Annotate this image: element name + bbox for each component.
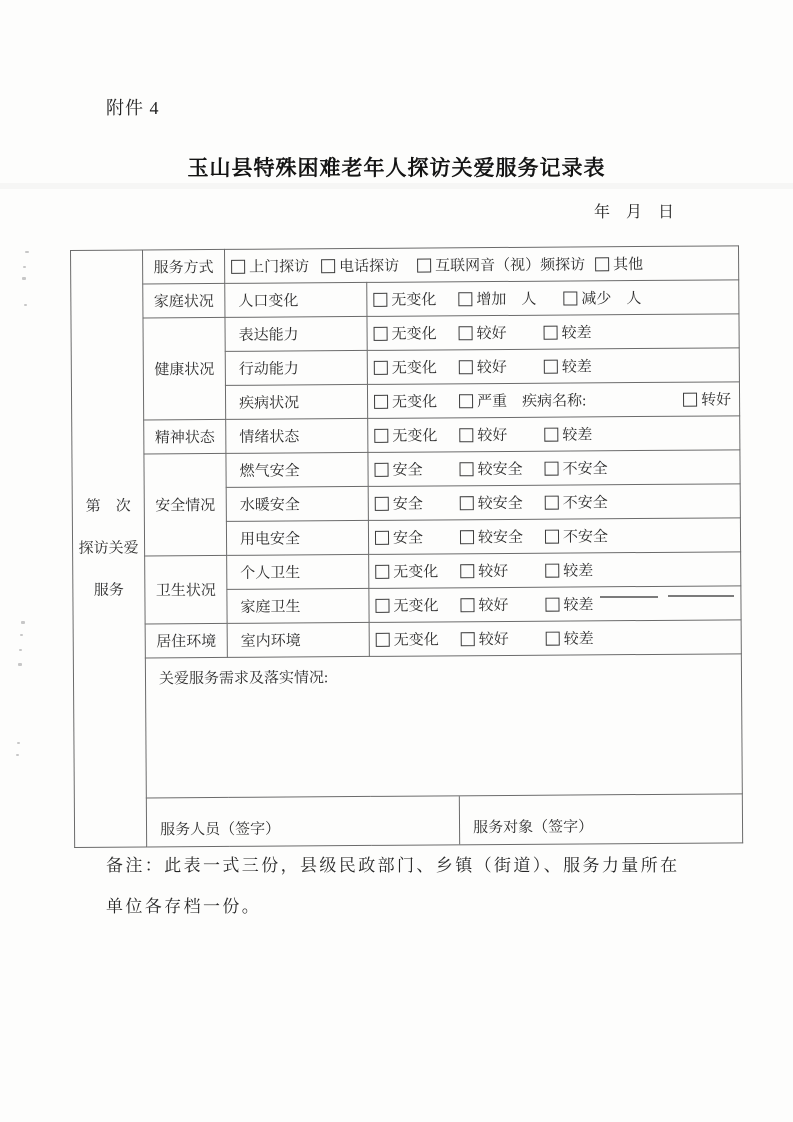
option-worse (546, 627, 631, 649)
footnote-line: 单位各存档一份。 (106, 896, 262, 916)
option-better (459, 322, 544, 344)
option-label: 互联网音（视）频探访 (435, 257, 586, 275)
option-safe (375, 526, 460, 548)
checkbox-icon[interactable] (459, 394, 473, 408)
service-needs-cell: 关爱服务需求及落实情况: (145, 654, 742, 798)
option-increase (458, 288, 563, 310)
checkbox-icon[interactable] (683, 392, 697, 406)
option-label: 较好 (478, 563, 509, 581)
service-staff-signature: 服务人员（签字） (147, 796, 460, 846)
checkbox-icon[interactable] (459, 326, 473, 340)
checkbox-icon[interactable] (374, 326, 388, 340)
option-safe (374, 458, 459, 480)
option-no-change (373, 288, 458, 310)
scan-artifact (16, 754, 19, 756)
checkbox-icon[interactable] (376, 632, 390, 646)
option-label: 较好 (478, 631, 509, 649)
option-label: 安全 (392, 496, 423, 513)
checkbox-icon[interactable] (321, 259, 335, 273)
visit-service-side-label (71, 250, 147, 847)
category-hygiene-status: 卫生状况 (145, 555, 227, 624)
option-label: 较安全 (477, 495, 523, 513)
footnote-line: 备注：此表一式三份，县级民政部门、乡镇（街道）、服务力量所在 (106, 856, 680, 875)
option-label: 较好 (477, 427, 508, 445)
checkbox-icon[interactable] (373, 292, 387, 306)
checkbox-icon[interactable] (375, 496, 389, 510)
option-no-change (374, 356, 459, 378)
scan-artifact (25, 251, 29, 253)
table-row-indoor-environment (73, 620, 741, 659)
scan-artifact (23, 266, 26, 268)
option-improved (683, 388, 739, 409)
option-label: 较差 (562, 427, 593, 444)
option-internet-visit (417, 253, 595, 275)
option-phone-visit (321, 255, 417, 277)
checkbox-icon[interactable] (374, 394, 388, 408)
checkbox-icon[interactable] (546, 631, 560, 645)
options-cell (369, 552, 741, 589)
option-better (459, 356, 544, 378)
option-label: 较好 (476, 325, 507, 343)
table-row-service-method (71, 246, 739, 285)
checkbox-icon[interactable] (544, 359, 558, 373)
checkbox-icon[interactable] (545, 529, 559, 543)
table-row-service-needs (73, 654, 742, 799)
option-better (460, 560, 545, 582)
option-label: 不安全 (562, 461, 608, 478)
option-label: 较安全 (477, 529, 524, 547)
date-line: 年 月 日 (593, 204, 674, 221)
option-better (461, 628, 546, 650)
option-other (595, 253, 643, 274)
option-safe (375, 492, 460, 514)
option-label: 较好 (476, 359, 507, 377)
option-label: 无变化 (393, 598, 439, 615)
signatures-cell (146, 794, 742, 847)
option-worse (544, 321, 629, 343)
option-unsafe (545, 491, 630, 513)
scan-artifact (17, 742, 20, 744)
option-label: 无变化 (392, 428, 438, 445)
options-cell (367, 280, 739, 317)
scan-artifact (21, 621, 25, 624)
option-worse (545, 559, 630, 581)
checkbox-icon[interactable] (460, 564, 474, 578)
option-label: 较好 (478, 597, 509, 615)
option-label: 电话探访 (339, 258, 400, 276)
option-fairly-safe (459, 458, 544, 480)
table-row-emotional-state (72, 416, 740, 455)
item-family-hygiene: 家庭卫生 (227, 588, 369, 623)
checkbox-icon[interactable] (461, 632, 475, 646)
item-mobility: 行动能力 (225, 350, 367, 385)
item-personal-hygiene: 个人卫生 (227, 554, 369, 589)
page-title: 玉山县特殊困难老年人探访关爱服务记录表 (187, 156, 606, 180)
option-label: 不安全 (562, 495, 608, 512)
option-no-change (375, 560, 460, 582)
attachment-label: 附件 4 (106, 98, 160, 118)
side-label-line: 探访关爱 (78, 540, 139, 557)
option-label: 较差 (563, 563, 594, 580)
item-emotional-state: 情绪状态 (226, 418, 368, 453)
checkbox-icon[interactable] (374, 462, 388, 476)
record-table-wrap (70, 245, 743, 848)
scan-artifact (22, 277, 26, 280)
checkbox-icon[interactable] (544, 461, 558, 475)
checkbox-icon[interactable] (544, 325, 558, 339)
item-indoor-environment: 室内环境 (227, 622, 369, 657)
scan-artifact (0, 183, 793, 189)
item-gas-safety: 燃气安全 (226, 452, 368, 487)
option-no-change (376, 628, 461, 650)
option-no-change (374, 322, 459, 344)
option-fairly-safe (460, 492, 545, 514)
option-label: 严重 疾病名称: (477, 393, 587, 411)
checkbox-icon[interactable] (374, 360, 388, 374)
option-label: 安全 (392, 462, 423, 479)
scan-artifact (18, 663, 22, 666)
option-label: 较差 (563, 597, 594, 614)
category-living-environment: 居住环境 (145, 623, 227, 658)
side-label-line: 第 次 (85, 498, 131, 515)
option-label: 较差 (561, 359, 592, 376)
options-cell (369, 586, 741, 623)
record-table (70, 245, 743, 848)
item-disease-status: 疾病状况 (225, 384, 367, 419)
option-label: 无变化 (391, 360, 437, 377)
option-decrease (563, 287, 648, 309)
option-label: 转好 (701, 392, 732, 409)
checkbox-icon[interactable] (231, 259, 245, 273)
options-cell (368, 416, 740, 453)
category-family-status: 家庭状况 (143, 283, 225, 318)
checkbox-icon[interactable] (459, 428, 473, 442)
option-home-visit (231, 255, 321, 277)
checkbox-icon[interactable] (374, 428, 388, 442)
options-cell (368, 518, 740, 555)
option-label: 减少 人 (581, 291, 642, 308)
item-expression-ability: 表达能力 (225, 316, 367, 351)
options-cell (368, 484, 740, 521)
options-cell (367, 314, 739, 351)
option-worse (544, 355, 629, 377)
option-label: 较安全 (477, 461, 523, 479)
option-label: 无变化 (391, 292, 437, 309)
checkbox-icon[interactable] (460, 496, 474, 510)
category-service-method: 服务方式 (143, 249, 225, 284)
checkbox-icon[interactable] (375, 598, 389, 612)
table-row-signatures (74, 794, 742, 848)
option-label: 其他 (613, 256, 644, 274)
option-better (459, 424, 544, 446)
category-mental-state: 精神状态 (144, 419, 226, 454)
service-method-options (224, 246, 738, 284)
option-worse (545, 593, 630, 615)
footnote (106, 846, 746, 928)
option-label: 无变化 (393, 564, 439, 581)
option-label: 较差 (563, 631, 594, 648)
option-label: 无变化 (391, 326, 437, 343)
service-target-signature: 服务对象（签字） (472, 819, 594, 837)
category-safety-status: 安全情况 (144, 453, 227, 556)
item-electricity-safety: 用电安全 (226, 520, 368, 555)
option-label: 较差 (561, 325, 592, 342)
checkbox-icon[interactable] (544, 427, 558, 441)
option-label: 增加 人 (476, 291, 537, 309)
checkbox-icon[interactable] (563, 291, 577, 305)
option-severe-disease-name (459, 389, 586, 411)
side-label-line: 服务 (93, 582, 124, 599)
checkbox-icon[interactable] (375, 530, 389, 544)
item-water-heating-safety: 水暖安全 (226, 486, 368, 521)
checkbox-icon[interactable] (459, 462, 473, 476)
item-population-change: 人口变化 (225, 282, 367, 317)
checkbox-icon[interactable] (545, 597, 559, 611)
checkbox-icon[interactable] (460, 598, 474, 612)
option-label: 无变化 (393, 632, 439, 649)
checkbox-icon[interactable] (459, 360, 473, 374)
option-label: 安全 (392, 530, 424, 547)
table-row-gas-safety (72, 450, 740, 489)
options-cell (368, 450, 740, 487)
checkbox-icon[interactable] (417, 258, 431, 272)
option-label: 无变化 (392, 394, 438, 411)
table-row-population-change (71, 280, 739, 319)
table-row-personal-hygiene (73, 552, 741, 591)
option-worse (544, 423, 629, 445)
scan-artifact (19, 649, 22, 651)
options-cell (369, 620, 741, 657)
option-better (460, 594, 545, 616)
checkbox-icon[interactable] (458, 292, 472, 306)
option-unsafe (544, 457, 629, 479)
option-label: 不安全 (562, 529, 609, 546)
scan-artifact (20, 634, 23, 636)
category-health-status: 健康状况 (143, 317, 226, 420)
checkbox-icon[interactable] (545, 495, 559, 509)
checkbox-icon[interactable] (545, 563, 559, 577)
option-no-change (374, 424, 459, 446)
checkbox-icon[interactable] (460, 530, 474, 544)
option-unsafe (545, 525, 630, 547)
options-cell (367, 382, 739, 419)
option-no-change (375, 594, 460, 616)
scan-artifact (24, 304, 27, 306)
option-no-change (374, 390, 459, 412)
option-fairly-safe (460, 526, 545, 548)
checkbox-icon[interactable] (375, 564, 389, 578)
checkbox-icon[interactable] (595, 257, 609, 271)
option-label: 上门探访 (249, 259, 310, 276)
table-row-expression-ability (71, 314, 739, 353)
options-cell (367, 348, 739, 385)
